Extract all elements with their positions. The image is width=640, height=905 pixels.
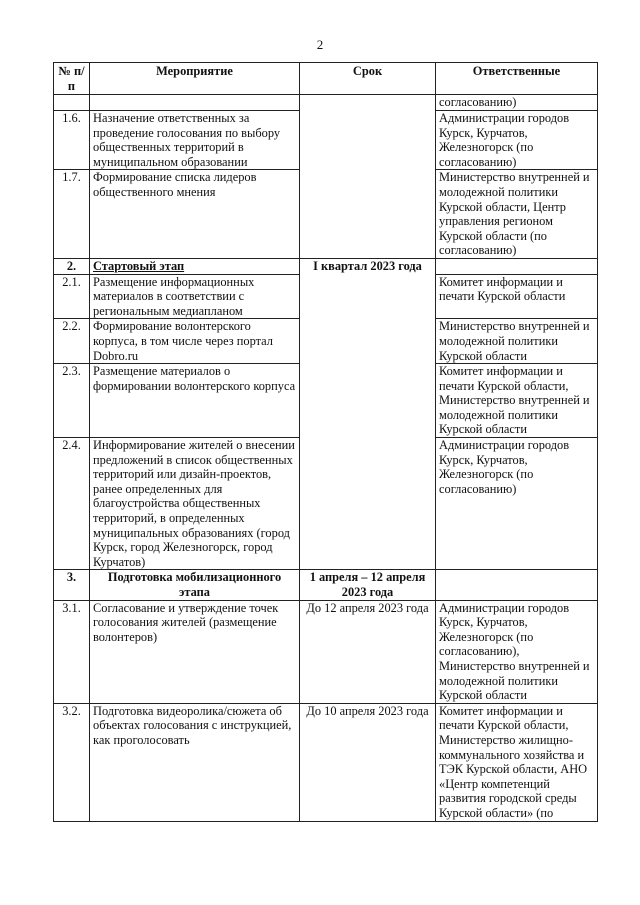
table-row [54,95,598,111]
cell-num: 3. [54,570,90,600]
header-num: № п/п [54,63,90,95]
cell-event: Формирование списка лидеров общественного мнения [90,170,300,259]
cell-responsible-continued: согласованию) [436,95,598,111]
cell-event: Информирование жителей о внесении предложений в список общественных территорий или дизайн-проектов, ранее определенных для благоустройства общественных территорий, в определенных муниципальных образованиях (город Курск, город Железногорск, город Курчатов) [90,438,300,570]
table-header [54,63,598,95]
cell-responsible: Комитет информации и печати Курской области [436,274,598,319]
cell-responsible: Комитет информации и печати Курской области, Министерство внутренней и молодежной политики Курской области [436,364,598,438]
cell-responsible: Министерство внутренней и молодежной политики Курской области, Центр управления регионом Курской области (по согласованию) [436,170,598,259]
header-term: Срок [300,63,436,95]
page-number: 2 [316,37,324,52]
cell-responsible: Министерство внутренней и молодежной политики Курской области [436,319,598,364]
events-table [53,62,598,822]
cell-num: 3.2. [54,703,90,821]
header-responsible: Ответственные [436,63,598,95]
stage-row [54,258,598,274]
cell-responsible: Администрации городов Курск, Курчатов, Железногорск (по согласованию) [436,111,598,170]
cell-empty [436,570,598,600]
cell-num: 2.2. [54,319,90,364]
cell-empty [436,258,598,274]
cell-event: Размещение информационных материалов в соответствии с региональным медиапланом [90,274,300,319]
header-event: Мероприятие [90,63,300,95]
cell-responsible: Комитет информации и печати Курской области, Министерство жилищно-коммунального хозяйства и ТЭК Курской области, АНО «Центр компетенций развития городской среды Курской области» (по [436,703,598,821]
cell-event: Формирование волонтерского корпуса, в том числе через портал Dobro.ru [90,319,300,364]
cell-event: Размещение материалов о формировании волонтерского корпуса [90,364,300,438]
cell-num: 2.3. [54,364,90,438]
cell-event: Подготовка видеоролика/сюжета об объектах голосования с инструкцией, как проголосовать [90,703,300,821]
cell-term: 1 апреля – 12 апреля 2023 года [300,570,436,600]
cell-term: До 10 апреля 2023 года [300,703,436,821]
stage-row [54,570,598,600]
cell-event: Назначение ответственных за проведение голосования по выбору общественных территорий в муниципальном образовании [90,111,300,170]
cell-empty [54,95,90,111]
cell-stage-title: Стартовый этап [90,258,300,274]
cell-num: 2.4. [54,438,90,570]
cell-stage-title: Подготовка мобилизационного этапа [90,570,300,600]
cell-responsible: Администрации городов Курск, Курчатов, Железногорск (по согласованию) [436,438,598,570]
cell-num: 2.1. [54,274,90,319]
cell-num: 1.7. [54,170,90,259]
cell-num: 2. [54,258,90,274]
table-row [54,703,598,821]
cell-event: Согласование и утверждение точек голосования жителей (размещение волонтеров) [90,600,300,703]
cell-term: До 12 апреля 2023 года [300,600,436,703]
cell-term-empty [300,95,436,259]
cell-num: 1.6. [54,111,90,170]
cell-empty [90,95,300,111]
cell-term: I квартал 2023 года [300,258,436,569]
cell-num: 3.1. [54,600,90,703]
table-row [54,600,598,703]
cell-responsible: Администрации городов Курск, Курчатов, Железногорск (по согласованию), Министерство внутренней и молодежной политики Курской области [436,600,598,703]
